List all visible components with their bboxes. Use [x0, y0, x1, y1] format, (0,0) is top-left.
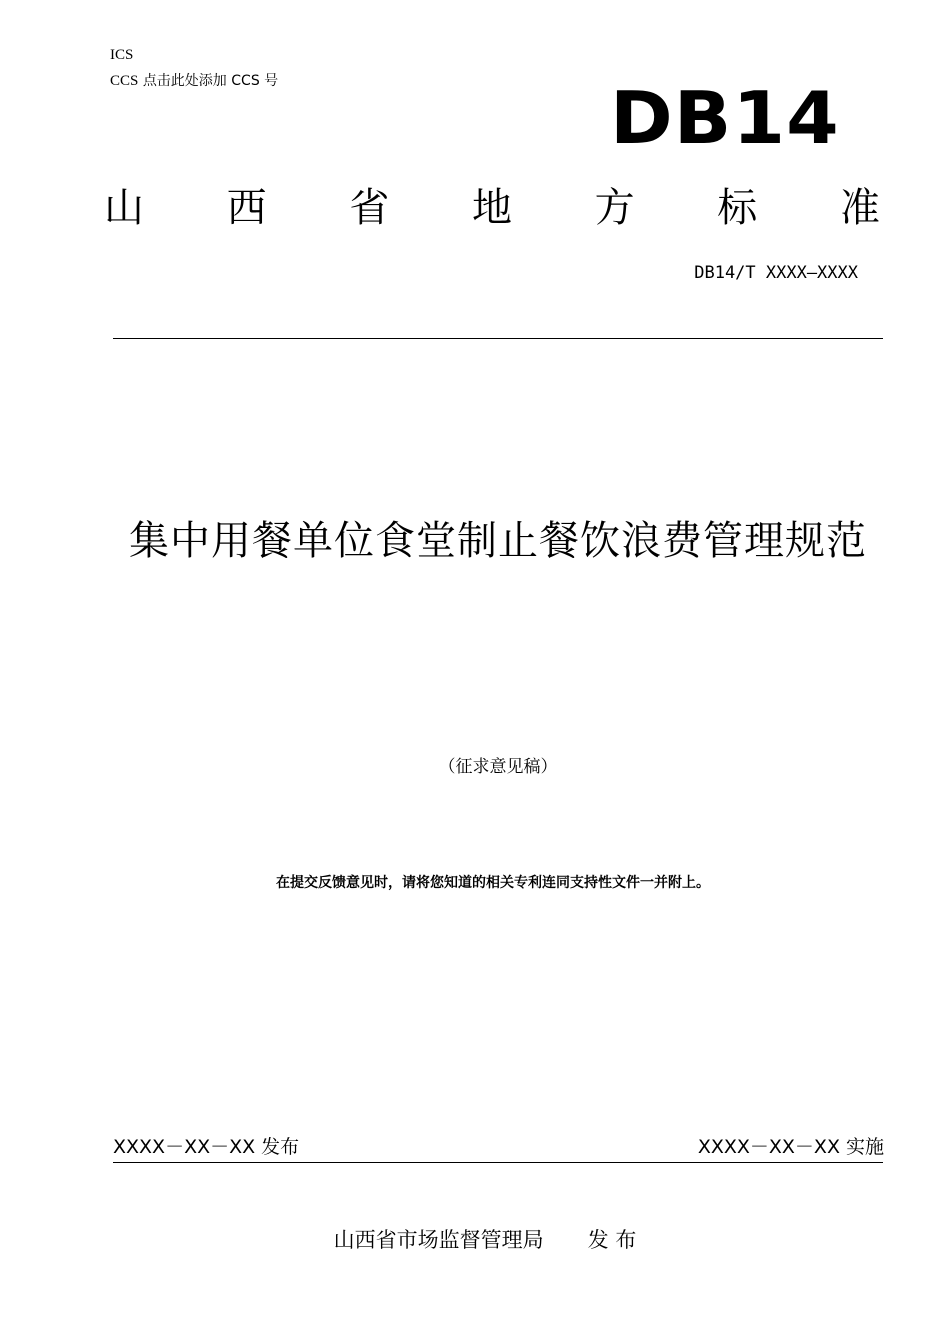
- standard-category-char: 山: [104, 185, 144, 231]
- release-date: XXXX－XX－XX 发布: [113, 1136, 300, 1158]
- issuer-action: 发 布: [587, 1228, 637, 1252]
- header-divider: [113, 338, 883, 339]
- document-title: 集中用餐单位食堂制止餐饮浪费管理规范: [129, 518, 867, 564]
- standard-category-char: 西: [226, 185, 267, 231]
- issuer-line: [0, 1226, 950, 1254]
- ccs-label: CCS: [110, 73, 139, 89]
- footer-divider: [113, 1162, 883, 1163]
- db-logo: DB14: [610, 76, 840, 160]
- standard-category-char: 标: [717, 185, 758, 231]
- standard-category-char: 省: [349, 185, 390, 231]
- implementation-date: XXXX－XX－XX 实施: [697, 1136, 884, 1158]
- standard-category-char: 方: [594, 185, 635, 231]
- issuer-name: 山西省市场监督管理局: [333, 1228, 544, 1252]
- standard-category-char: 地: [471, 185, 512, 231]
- standard-category: [104, 183, 880, 233]
- ccs-line: [110, 72, 278, 90]
- ccs-placeholder[interactable]: 点击此处添加 CCS 号: [142, 73, 279, 89]
- ics-label: ICS: [110, 47, 134, 63]
- standard-number: DB14/T XXXX—XXXX: [694, 263, 858, 283]
- draft-label: （征求意见稿）: [438, 757, 558, 777]
- standard-category-char: 准: [839, 185, 880, 231]
- patent-notice: 在提交反馈意见时，请将您知道的相关专利连同支持性文件一并附上。: [276, 875, 710, 891]
